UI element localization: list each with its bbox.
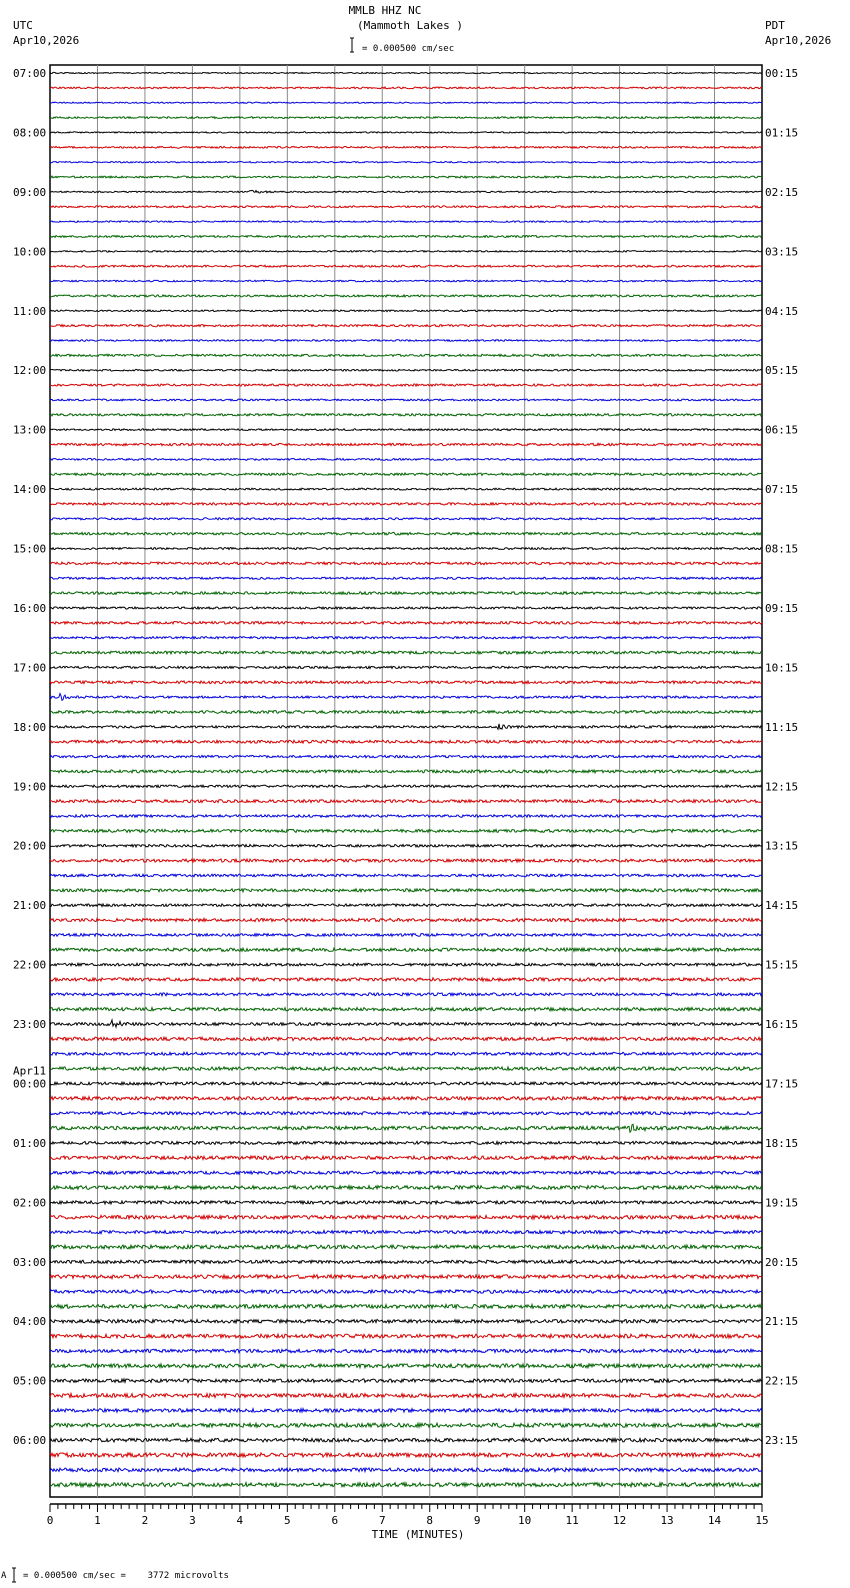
pdt-hour-label: 16:15 — [765, 1018, 799, 1032]
x-tick-label: 8 — [426, 1514, 434, 1527]
trace-line — [50, 1379, 762, 1383]
trace-line — [50, 132, 762, 133]
trace-line — [50, 236, 762, 238]
utc-hour-label: 10:00 — [13, 245, 47, 259]
trace-line — [50, 354, 762, 356]
utc-hour-label: 21:00 — [13, 899, 47, 913]
utc-hour-label: 06:00 — [13, 1434, 47, 1448]
trace-line — [50, 384, 762, 386]
x-tick-label: 9 — [473, 1514, 481, 1527]
utc-hour-label: 03:00 — [13, 1255, 47, 1269]
trace-line — [50, 1112, 762, 1115]
pdt-hour-label: 01:15 — [765, 126, 799, 140]
trace-line — [50, 1141, 762, 1144]
trace-line — [50, 532, 762, 535]
trace-line — [50, 1305, 762, 1309]
pdt-hour-label: 17:15 — [765, 1077, 799, 1091]
trace-line — [50, 280, 762, 282]
trace-line — [50, 577, 762, 579]
trace-line — [50, 1334, 762, 1338]
trace-line — [50, 1186, 762, 1190]
pdt-hour-label: 21:15 — [765, 1315, 799, 1329]
pdt-hour-label: 12:15 — [765, 780, 799, 794]
time-axis — [47, 1504, 769, 1527]
trace-line — [50, 206, 762, 208]
trace-line — [50, 694, 762, 701]
scale-label: = 0.000500 cm/sec — [362, 44, 455, 54]
x-tick-label: 2 — [141, 1514, 149, 1527]
trace-line — [50, 993, 762, 996]
utc-hour-label: 17:00 — [13, 661, 47, 675]
utc-hour-label: 23:00 — [13, 1018, 47, 1032]
pdt-hour-label: 15:15 — [765, 958, 799, 972]
trace-line — [50, 1231, 762, 1234]
trace-line — [50, 1097, 762, 1101]
pdt-hour-label: 09:15 — [765, 601, 799, 615]
pdt-hour-label: 18:15 — [765, 1136, 799, 1150]
utc-hour-label: 11:00 — [13, 304, 47, 318]
trace-line — [50, 251, 762, 253]
trace-line — [50, 1215, 762, 1219]
pdt-hour-label: 22:15 — [765, 1374, 799, 1388]
trace-line — [50, 829, 762, 832]
pdt-hour-label: 03:15 — [765, 245, 799, 259]
trace-line — [50, 889, 762, 892]
trace-line — [50, 265, 762, 267]
trace-line — [50, 740, 762, 743]
trace-line — [50, 1394, 762, 1398]
trace-line — [50, 325, 762, 327]
trace-line — [50, 681, 762, 684]
trace-line — [50, 1260, 762, 1263]
station-location: (Mammoth Lakes ) — [357, 19, 463, 32]
pdt-hour-label: 13:15 — [765, 839, 799, 853]
pdt-hour-label: 02:15 — [765, 185, 799, 199]
trace-line — [50, 562, 762, 565]
utc-hour-label: 19:00 — [13, 780, 47, 794]
utc-hour-label: 20:00 — [13, 839, 47, 853]
x-tick-label: 13 — [660, 1514, 674, 1527]
trace-line — [50, 1438, 762, 1442]
trace-line — [50, 429, 762, 431]
trace-line — [50, 637, 762, 639]
pdt-hour-label: 00:15 — [765, 67, 799, 80]
trace-line — [50, 1290, 762, 1293]
trace-line — [50, 1245, 762, 1249]
utc-hour-label: 08:00 — [13, 126, 47, 140]
x-tick-label: 14 — [707, 1514, 722, 1527]
trace-line — [50, 340, 762, 342]
trace-line — [50, 948, 762, 951]
x-tick-label: 0 — [46, 1514, 54, 1527]
trace-line — [50, 1156, 762, 1160]
trace-line — [50, 1423, 762, 1427]
minute-grid — [50, 65, 762, 1497]
pdt-hour-label: 11:15 — [765, 720, 799, 734]
trace-line — [50, 473, 762, 475]
pdt-hour-label: 05:15 — [765, 364, 799, 378]
utc-hour-label: 12:00 — [13, 364, 47, 378]
left-timezone: UTC — [13, 19, 33, 32]
x-tick-label: 5 — [284, 1514, 291, 1527]
trace-line — [50, 1364, 762, 1368]
trace-line — [50, 800, 762, 803]
utc-hour-label: 01:00 — [13, 1136, 47, 1150]
trace-line — [50, 815, 762, 817]
trace-line — [50, 1067, 762, 1070]
trace-line — [50, 87, 762, 89]
trace-line — [50, 918, 762, 921]
pdt-hour-label: 14:15 — [765, 899, 799, 913]
trace-line — [50, 443, 762, 445]
trace-line — [50, 1037, 762, 1040]
trace-line — [50, 666, 762, 668]
trace-line — [50, 651, 762, 654]
trace-line — [50, 1320, 762, 1323]
trace-line — [50, 755, 762, 757]
trace-line — [50, 518, 762, 520]
right-timezone: PDT — [765, 19, 785, 32]
pdt-hour-label: 06:15 — [765, 423, 799, 437]
trace-line — [50, 1349, 762, 1353]
x-tick-label: 11 — [565, 1514, 579, 1527]
utc-hour-label: 16:00 — [13, 601, 47, 615]
trace-line — [50, 1124, 762, 1132]
trace-line — [50, 904, 762, 907]
left-date: Apr10,2026 — [13, 34, 80, 47]
pdt-hour-label: 04:15 — [765, 304, 799, 318]
footer-scale-bar-icon — [12, 1568, 16, 1582]
trace-line — [50, 369, 762, 371]
utc-hour-label: 14:00 — [13, 483, 47, 497]
trace-line — [50, 978, 762, 981]
station-title: MMLB HHZ NC — [348, 4, 422, 17]
trace-line — [50, 874, 762, 877]
trace-line — [50, 1008, 762, 1011]
trace-line — [50, 592, 762, 595]
utc-hour-label: 04:00 — [13, 1315, 47, 1329]
trace-line — [50, 503, 762, 506]
trace-line — [50, 1275, 762, 1279]
x-tick-label: 15 — [755, 1514, 769, 1527]
trace-line — [50, 102, 762, 103]
trace-line — [50, 785, 762, 787]
trace-line — [50, 399, 762, 401]
scale-bar-icon — [350, 38, 354, 52]
x-tick-label: 7 — [378, 1514, 386, 1527]
x-tick-label: 4 — [236, 1514, 244, 1527]
utc-hour-label: 15:00 — [13, 542, 47, 556]
right-date: Apr10,2026 — [765, 34, 832, 47]
trace-line — [50, 1082, 762, 1085]
utc-hour-label: 18:00 — [13, 720, 47, 734]
trace-line — [50, 190, 762, 193]
plot-frame — [50, 65, 762, 1497]
trace-line — [50, 458, 762, 460]
trace-line — [50, 1468, 762, 1472]
utc-hour-label: 00:00 — [13, 1077, 47, 1091]
utc-hour-label: 05:00 — [13, 1374, 47, 1388]
trace-line — [50, 414, 762, 416]
trace-line — [50, 934, 762, 937]
trace-line — [50, 162, 762, 163]
x-tick-label: 6 — [331, 1514, 339, 1527]
utc-hour-label: 13:00 — [13, 423, 47, 437]
pdt-hour-label: 19:15 — [765, 1196, 799, 1210]
utc-hour-label: 02:00 — [13, 1196, 47, 1210]
trace-line — [50, 844, 762, 847]
pdt-hour-label: 07:15 — [765, 483, 799, 497]
trace-line — [50, 1020, 762, 1027]
trace-line — [50, 711, 762, 714]
pdt-hour-label: 10:15 — [765, 661, 799, 675]
x-tick-label: 10 — [518, 1514, 532, 1527]
utc-hour-label: 22:00 — [13, 958, 47, 972]
pdt-hour-label: 20:15 — [765, 1255, 799, 1269]
seismic-traces — [50, 72, 762, 1486]
trace-line — [50, 1483, 762, 1487]
trace-line — [50, 724, 762, 729]
trace-line — [50, 176, 762, 178]
trace-line — [50, 488, 762, 490]
pdt-hour-label: 08:15 — [765, 542, 799, 556]
footer-mark: A — [1, 1571, 7, 1581]
trace-line — [50, 72, 762, 73]
trace-line — [50, 548, 762, 550]
trace-line — [50, 963, 762, 966]
x-tick-label: 1 — [94, 1514, 101, 1527]
trace-line — [50, 221, 762, 222]
x-axis-label: TIME (MINUTES) — [371, 1528, 465, 1541]
trace-line — [50, 117, 762, 119]
x-tick-label: 12 — [612, 1514, 627, 1527]
x-tick-label: 3 — [189, 1514, 196, 1527]
date-change-label: Apr11 — [13, 1064, 47, 1078]
trace-line — [50, 310, 762, 312]
trace-line — [50, 770, 762, 773]
utc-hour-label: 07:00 — [13, 67, 47, 80]
trace-line — [50, 622, 762, 625]
trace-line — [50, 1201, 762, 1204]
trace-line — [50, 859, 762, 862]
trace-line — [50, 1409, 762, 1413]
pdt-hour-label: 23:15 — [765, 1434, 799, 1448]
trace-line — [50, 146, 762, 148]
utc-hour-label: 09:00 — [13, 185, 47, 199]
footer-scale: = 0.000500 cm/sec = 3772 microvolts — [23, 1571, 229, 1581]
trace-line — [50, 1052, 762, 1055]
trace-line — [50, 1453, 762, 1457]
trace-line — [50, 607, 762, 609]
trace-line — [50, 1171, 762, 1174]
trace-line — [50, 295, 762, 297]
